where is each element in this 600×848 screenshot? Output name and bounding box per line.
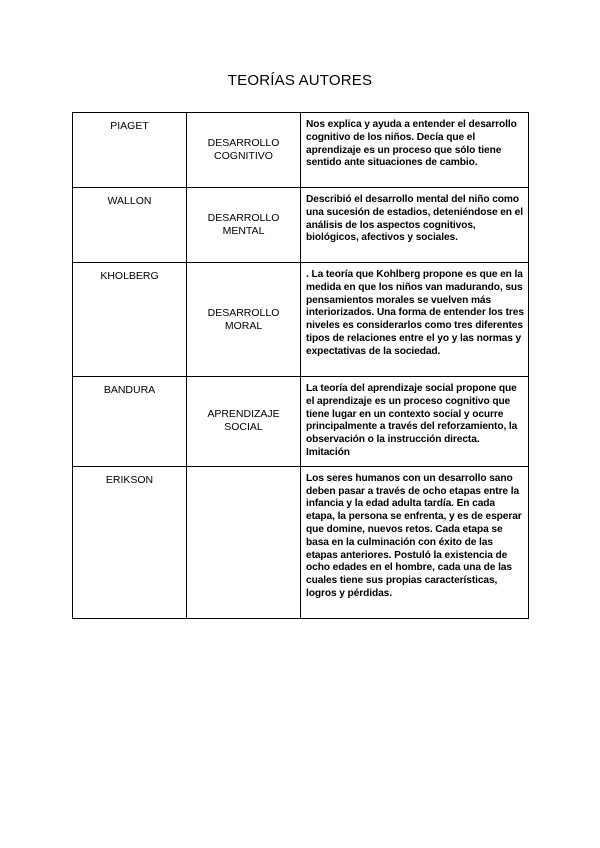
description-cell: La teoría del aprendizaje social propone que el aprendizaje es un proceso cognitivo que tiene lugar en un contexto social y ocurre principalmente a través del reforzamiento, la observación o la instrucción directa. Imitación <box>301 377 529 467</box>
description-cell: Nos explica y ayuda a entender el desarrollo cognitivo de los niños. Decía que el aprendizaje es un proceso que sólo tiene sentido ante situaciones de cambio. <box>301 113 529 188</box>
author-cell: BANDURA <box>73 377 187 467</box>
theory-cell <box>187 113 301 188</box>
theory-line: APRENDIZAJE <box>207 408 280 421</box>
theory-line: MENTAL <box>222 225 265 237</box>
table-row-piaget <box>73 113 529 188</box>
theory-line: DESARROLLO <box>207 212 280 224</box>
description-cell: Describió el desarrollo mental del niño como una sucesión de estadios, deteniéndose en el análisis de los aspectos cognitivos, biológicos, afectivos y sociales. <box>301 188 529 263</box>
description-cell: . La teoría que Kohlberg propone es que en la medida en que los niños van madurando, sus pensamientos morales se vuelven más interiorizados. Una forma de entender los tres niveles es considerarlos como tres diferentes tipos de relaciones entre el yo y las normas y expectativas de la sociedad. <box>301 263 529 377</box>
theory-line: MORAL <box>224 319 263 332</box>
author-cell: PIAGET <box>73 113 187 188</box>
theory-line: DESARROLLO <box>207 306 280 319</box>
theory-line: SOCIAL <box>224 421 263 434</box>
description-cell: Los seres humanos con un desarrollo sano deben pasar a través de ocho etapas entre la infancia y la edad adulta tardía. En cada etapa, la persona se enfrenta, y es de esperar que domine, nuevos retos. Cada etapa se basa en la culminación con éxito de las etapas anteriores. Postuló la existencia de ocho edades en el hombre, cada una de las cuales tiene sus propias características, logros y pérdidas. <box>301 466 529 618</box>
table-row-wallon <box>73 188 529 263</box>
table-row-kholberg <box>73 263 529 377</box>
table-row-bandura <box>73 377 529 467</box>
theory-cell <box>187 188 301 263</box>
author-cell: ERIKSON <box>73 466 187 618</box>
theory-line: COGNITIVO <box>214 150 273 162</box>
author-cell: KHOLBERG <box>73 263 187 377</box>
theory-cell <box>187 466 301 618</box>
table-row-erikson <box>73 466 529 618</box>
page-title: TEORÍAS AUTORES <box>227 72 373 89</box>
theory-cell <box>187 377 301 467</box>
theory-cell <box>187 263 301 377</box>
theory-line: DESARROLLO <box>207 137 280 149</box>
theories-table <box>72 112 529 619</box>
author-cell: WALLON <box>73 188 187 263</box>
